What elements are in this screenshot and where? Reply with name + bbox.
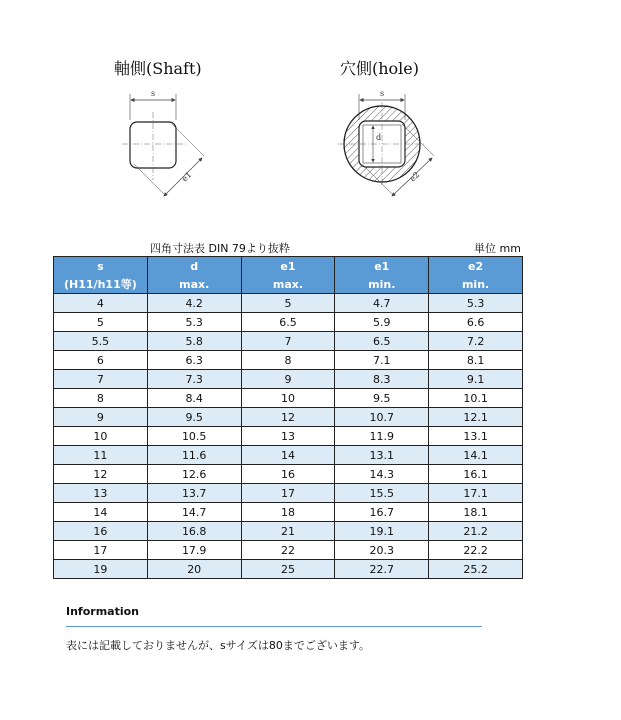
table-row — [54, 313, 523, 332]
info-text: 表には記載しておりませんが、sサイズは80までございます。 — [66, 639, 370, 652]
table-cell: 6 — [54, 351, 148, 370]
table-row — [54, 465, 523, 484]
table-cell: 13.7 — [147, 484, 241, 503]
header-cell: e1 — [241, 257, 335, 276]
table-cell: 9.5 — [147, 408, 241, 427]
table-cell: 4.2 — [147, 294, 241, 313]
hole-figure-title: 穴側(hole) — [340, 59, 420, 78]
table-cell: 19.1 — [335, 522, 429, 541]
header-row-bottom — [54, 275, 523, 294]
header-cell: e1 — [335, 257, 429, 276]
shaft-diagram — [108, 84, 218, 208]
table-cell: 19 — [54, 560, 148, 579]
header-row-top — [54, 257, 523, 276]
table-cell: 7.2 — [429, 332, 523, 351]
shaft-s-label: s — [150, 89, 156, 98]
table-cell: 22.7 — [335, 560, 429, 579]
table-cell: 21.2 — [429, 522, 523, 541]
table-cell: 11 — [54, 446, 148, 465]
table-cell: 6.6 — [429, 313, 523, 332]
table-cell: 18 — [241, 503, 335, 522]
table-cell: 4 — [54, 294, 148, 313]
header-cell: s — [54, 257, 148, 276]
table-cell: 18.1 — [429, 503, 523, 522]
header-cell: (H11/h11等) — [54, 275, 148, 294]
table-cell: 14.1 — [429, 446, 523, 465]
table-cell: 10.5 — [147, 427, 241, 446]
table-cell: 4.7 — [335, 294, 429, 313]
table-cell: 5 — [241, 294, 335, 313]
header-cell: max. — [241, 275, 335, 294]
table-cell: 22.2 — [429, 541, 523, 560]
table-cell: 14.3 — [335, 465, 429, 484]
table-cell: 5.9 — [335, 313, 429, 332]
table-row — [54, 370, 523, 389]
info-divider — [66, 626, 482, 627]
table-cell: 13.1 — [335, 446, 429, 465]
table-cell: 6.3 — [147, 351, 241, 370]
table-cell: 6.5 — [335, 332, 429, 351]
table-cell: 10 — [241, 389, 335, 408]
table-cell: 9.5 — [335, 389, 429, 408]
table-cell: 12.1 — [429, 408, 523, 427]
table-cell: 5.5 — [54, 332, 148, 351]
table-cell: 7.3 — [147, 370, 241, 389]
header-cell: max. — [147, 275, 241, 294]
table-cell: 8.3 — [335, 370, 429, 389]
table-cell: 7 — [241, 332, 335, 351]
hole-e2-label: e2 — [408, 170, 422, 184]
table-cell: 12 — [241, 408, 335, 427]
table-cell: 13 — [241, 427, 335, 446]
shaft-figure-title: 軸側(Shaft) — [114, 59, 202, 78]
table-cell: 11.6 — [147, 446, 241, 465]
table-cell: 10.1 — [429, 389, 523, 408]
table-cell: 20.3 — [335, 541, 429, 560]
table-row — [54, 427, 523, 446]
table-cell: 7 — [54, 370, 148, 389]
table-cell: 16 — [54, 522, 148, 541]
table-cell: 14 — [54, 503, 148, 522]
table-cell: 10.7 — [335, 408, 429, 427]
header-cell: min. — [429, 275, 523, 294]
table-cell: 5.3 — [429, 294, 523, 313]
table-row — [54, 522, 523, 541]
table-cell: 22 — [241, 541, 335, 560]
table-cell: 5.8 — [147, 332, 241, 351]
table-row — [54, 389, 523, 408]
header-cell: e2 — [429, 257, 523, 276]
table-cell: 25.2 — [429, 560, 523, 579]
hole-s-label: s — [379, 89, 385, 98]
header-cell: min. — [335, 275, 429, 294]
hole-d-label: d — [376, 133, 382, 142]
table-row — [54, 541, 523, 560]
table-cell: 8.4 — [147, 389, 241, 408]
square-dimension-table — [53, 256, 523, 579]
table-row — [54, 484, 523, 503]
table-row — [54, 351, 523, 370]
table-cell: 6.5 — [241, 313, 335, 332]
table-cell: 13 — [54, 484, 148, 503]
table-cell: 16.8 — [147, 522, 241, 541]
table-cell: 14 — [241, 446, 335, 465]
table-cell: 8 — [241, 351, 335, 370]
table-cell: 13.1 — [429, 427, 523, 446]
table-row — [54, 332, 523, 351]
table-row — [54, 503, 523, 522]
table-cell: 25 — [241, 560, 335, 579]
table-cell: 17.9 — [147, 541, 241, 560]
table-cell: 9 — [54, 408, 148, 427]
table-cell: 17 — [54, 541, 148, 560]
table-cell: 9 — [241, 370, 335, 389]
table-cell: 7.1 — [335, 351, 429, 370]
table-cell: 14.7 — [147, 503, 241, 522]
shaft-e1-label: e1 — [180, 170, 194, 184]
table-row — [54, 446, 523, 465]
table-cell: 12 — [54, 465, 148, 484]
table-row — [54, 294, 523, 313]
header-cell: d — [147, 257, 241, 276]
table-cell: 17.1 — [429, 484, 523, 503]
table-cell: 15.5 — [335, 484, 429, 503]
table-cell: 12.6 — [147, 465, 241, 484]
table-row — [54, 560, 523, 579]
table-cell: 17 — [241, 484, 335, 503]
table-cell: 20 — [147, 560, 241, 579]
table-cell: 9.1 — [429, 370, 523, 389]
table-cell: 21 — [241, 522, 335, 541]
table-cell: 16 — [241, 465, 335, 484]
unit-label: 単位 mm — [474, 242, 521, 255]
table-cell: 5.3 — [147, 313, 241, 332]
table-cell: 16.1 — [429, 465, 523, 484]
table-cell: 5 — [54, 313, 148, 332]
hole-diagram — [330, 84, 448, 208]
table-cell: 8.1 — [429, 351, 523, 370]
table-cell: 11.9 — [335, 427, 429, 446]
table-cell: 10 — [54, 427, 148, 446]
table-row — [54, 408, 523, 427]
table-cell: 8 — [54, 389, 148, 408]
table-cell: 16.7 — [335, 503, 429, 522]
table-caption: 四角寸法表 DIN 79より抜粋 — [150, 242, 290, 255]
info-title: Information — [66, 605, 139, 618]
